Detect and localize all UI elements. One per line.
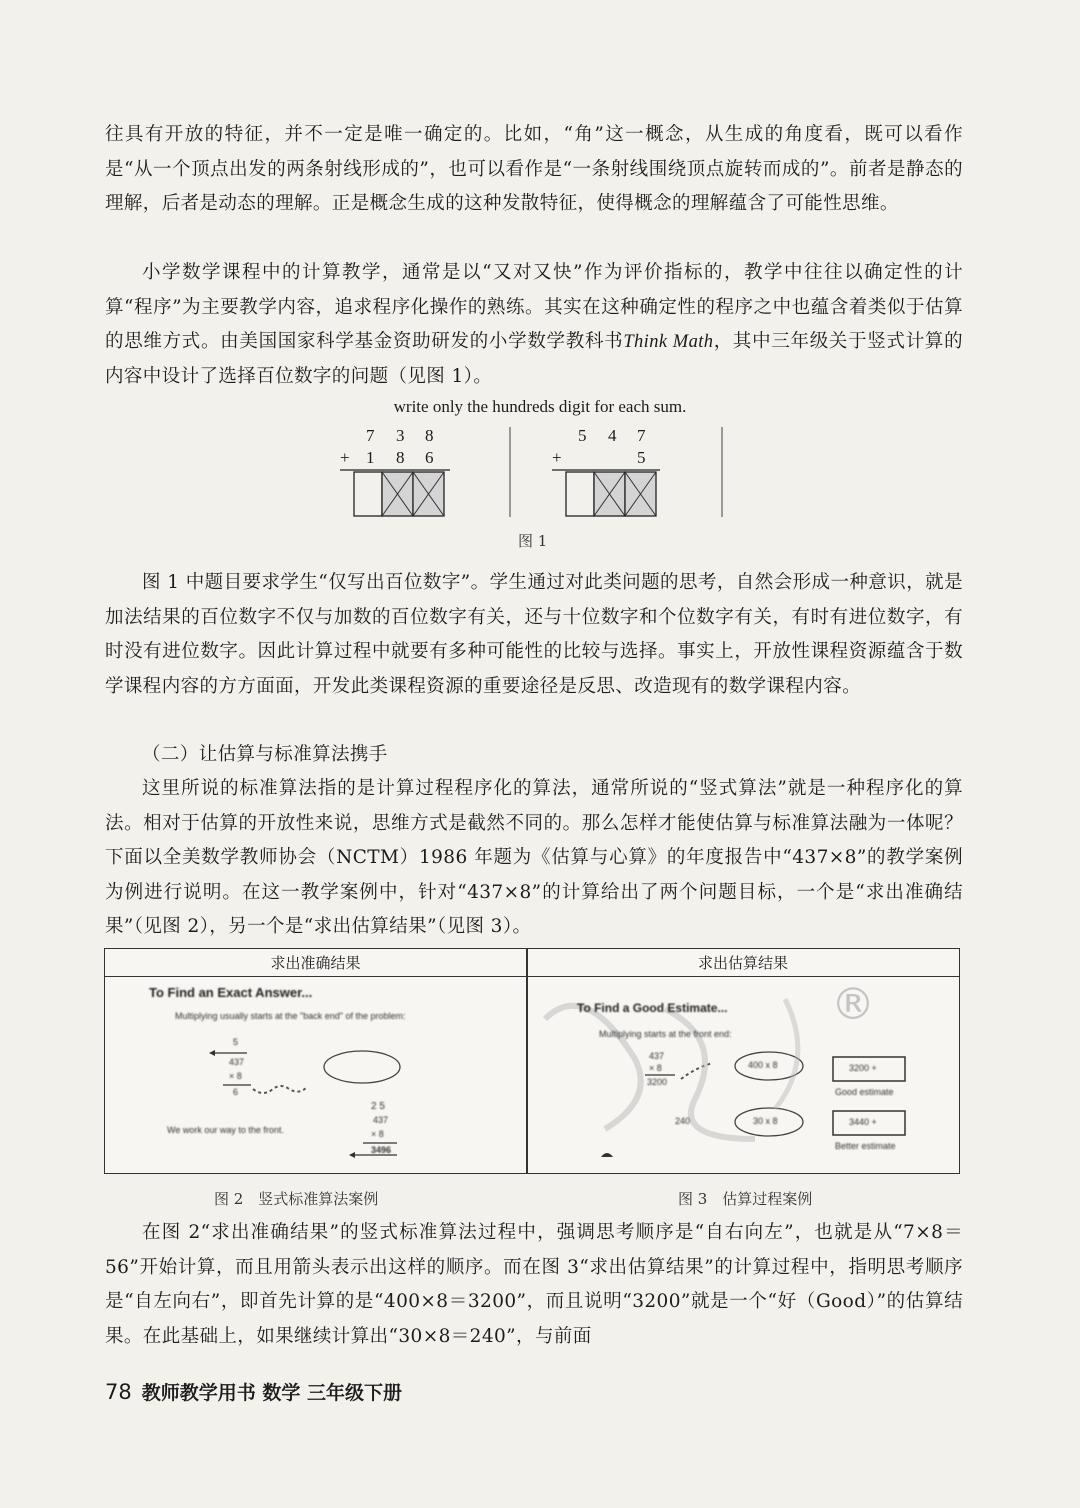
good-estimate-value: 3200 + [849, 1063, 877, 1073]
thought-bubble [324, 1051, 400, 1083]
figure1-instruction: write only the hundreds digit for each sum. [393, 397, 687, 416]
estimate-subtitle: Multiplying starts at the front end: [599, 1029, 732, 1039]
paragraph-2 [105, 256, 963, 394]
figure3-caption: 图 3 估算过程案例 [678, 1190, 813, 1208]
digit: 6 [425, 448, 434, 467]
arrow-head [349, 1152, 355, 1158]
paragraph-3-text: 图 1 中题目要求学生“仅写出百位数字”。学生通过对此类问题的思考，自然会形成一种意识，就是加法结果的百位数字不仅与加数的百位数字有关，还与十位数字和个位数字有关，有时有进位数字，有时没有进位数字。因此计算过程中就要有多种可能性的比较与选择。事实上，开放性课程资源蕴含于数学课程内容的方方面面，开发此类课程资源的重要途径是反思、改造现有的数学课程内容。 [105, 572, 963, 697]
partial-240: 240 [675, 1116, 691, 1126]
estimate-title: To Find a Good Estimate... [577, 1001, 728, 1015]
digit: 5 [578, 426, 587, 445]
answer-box [566, 472, 594, 516]
registered-watermark: ® [831, 979, 875, 1030]
arrow-head [209, 1050, 215, 1056]
figure1-boxes [330, 422, 740, 532]
estimate-partial: 3200 [647, 1077, 668, 1087]
exact-subtitle: Multiplying usually starts at the "back end" of the problem: [175, 1011, 406, 1021]
multiplicand-2: 437 [373, 1115, 389, 1125]
multiplier: × 8 [229, 1071, 242, 1081]
better-estimate-value: 3440 + [849, 1117, 877, 1127]
book-title-think-math: Think Math [623, 332, 714, 352]
bubble-400x8: 400 x 8 [748, 1060, 778, 1070]
figure2-caption: 图 2 竖式标准算法案例 [214, 1190, 379, 1208]
digit: 1 [366, 448, 375, 467]
digit: 7 [366, 426, 375, 445]
dotted-trail [253, 1086, 307, 1093]
paragraph-2-text-end: ，其中三年级关于竖式计算的内容中设计了选择百位数字的问题（见图 1）。 [105, 331, 963, 387]
paragraph-3 [105, 566, 963, 704]
estimate-multiplier: × 8 [649, 1063, 662, 1073]
digit: 7 [637, 426, 646, 445]
multiplier-2: × 8 [371, 1129, 384, 1139]
paragraph-5 [105, 1216, 963, 1354]
page-number: 78 [105, 1380, 132, 1404]
figure-2-3-panel [104, 948, 960, 1174]
exact-title: To Find an Exact Answer... [149, 985, 313, 1000]
paragraph-4 [105, 772, 963, 945]
section-heading: （二）让估算与标准算法携手 [142, 744, 388, 765]
estimate-multiplicand: 437 [649, 1051, 665, 1061]
exact-note: We work our way to the front. [167, 1125, 284, 1135]
watermark-stroke [545, 1006, 641, 1129]
estimate-header: 求出估算结果 [527, 949, 959, 977]
digit: 8 [396, 448, 405, 467]
paragraph-1 [105, 118, 963, 222]
digit: 8 [425, 426, 434, 445]
better-estimate-label: Better estimate [835, 1141, 896, 1151]
book-title: 教师教学用书 数学 三年级下册 [141, 1382, 402, 1404]
paragraph-2-text: 小学数学课程中的计算教学，通常是以“又对又快”作为评价指标的，教学中往往以确定性的计算“程序”为主要教学内容，追求程序化操作的熟练。其实在这种确定性的程序之中也蕴含着类似于估算的思维方式。由美国国家科学基金资助研发的小学数学教科书 [105, 262, 963, 352]
figure-1 [330, 422, 740, 532]
paragraph-1-text: 往具有开放的特征，并不一定是唯一确定的。比如，“角”这一概念，从生成的角度看，既可以看作是“从一个顶点出发的两条射线形成的”，也可以看作是“一条射线围绕顶点旋转而成的”。前者是静态的理解，后者是动态的理解。正是概念生成的这种发散特征，使得概念的理解蕴含了可能性思维。 [105, 124, 963, 214]
good-estimate-label: Good estimate [835, 1087, 894, 1097]
digit: 5 [637, 448, 646, 467]
answer-box [354, 472, 382, 516]
figure1-caption: 图 1 [518, 532, 548, 550]
digit: 3 [396, 426, 405, 445]
bubble-30x8: 30 x 8 [753, 1116, 778, 1126]
page-footer [105, 1378, 402, 1405]
paragraph-4-text: 这里所说的标准算法指的是计算过程程序化的算法，通常所说的“竖式算法”就是一种程序化的算法。相对于估算的开放性来说，思维方式是截然不同的。那么怎样才能使估算与标准算法融为一体呢？下面以全美数学教师协会（NCTM）1986 年题为《估算与心算》的年度报告中“437×8”的教学案例为例进行说明。在这一教学案例中，针对“437×8”的计算给出了两个问题目标，一个是“求出准确结果”（见图 2），另一个是“求出估算结果”（见图 3）。 [105, 778, 963, 937]
exact-answer-header: 求出准确结果 [105, 949, 526, 977]
carry-digit: 5 [233, 1037, 239, 1047]
plus-sign: + [552, 448, 562, 467]
exact-result: 3496 [371, 1145, 392, 1155]
paragraph-5-text: 在图 2“求出准确结果”的竖式标准算法过程中，强调思考顺序是“自右向左”，也就是从“7×8＝56”开始计算，而且用箭头表示出这样的顺序。而在图 3“求出估算结果”的计算过程中，指明思考顺序是“自左向右”，即首先计算的是“400×8＝3200”，而且说明“3200”就是一个“好（Good）”的估算结果。在此基础上，如果继续计算出“30×8＝240”，与前面 [105, 1222, 963, 1347]
multiplicand: 437 [229, 1057, 245, 1067]
plus-sign: + [340, 448, 350, 467]
carry-digits: 2 5 [371, 1101, 385, 1112]
digit: 4 [608, 426, 617, 445]
partial-product: 6 [233, 1087, 239, 1097]
